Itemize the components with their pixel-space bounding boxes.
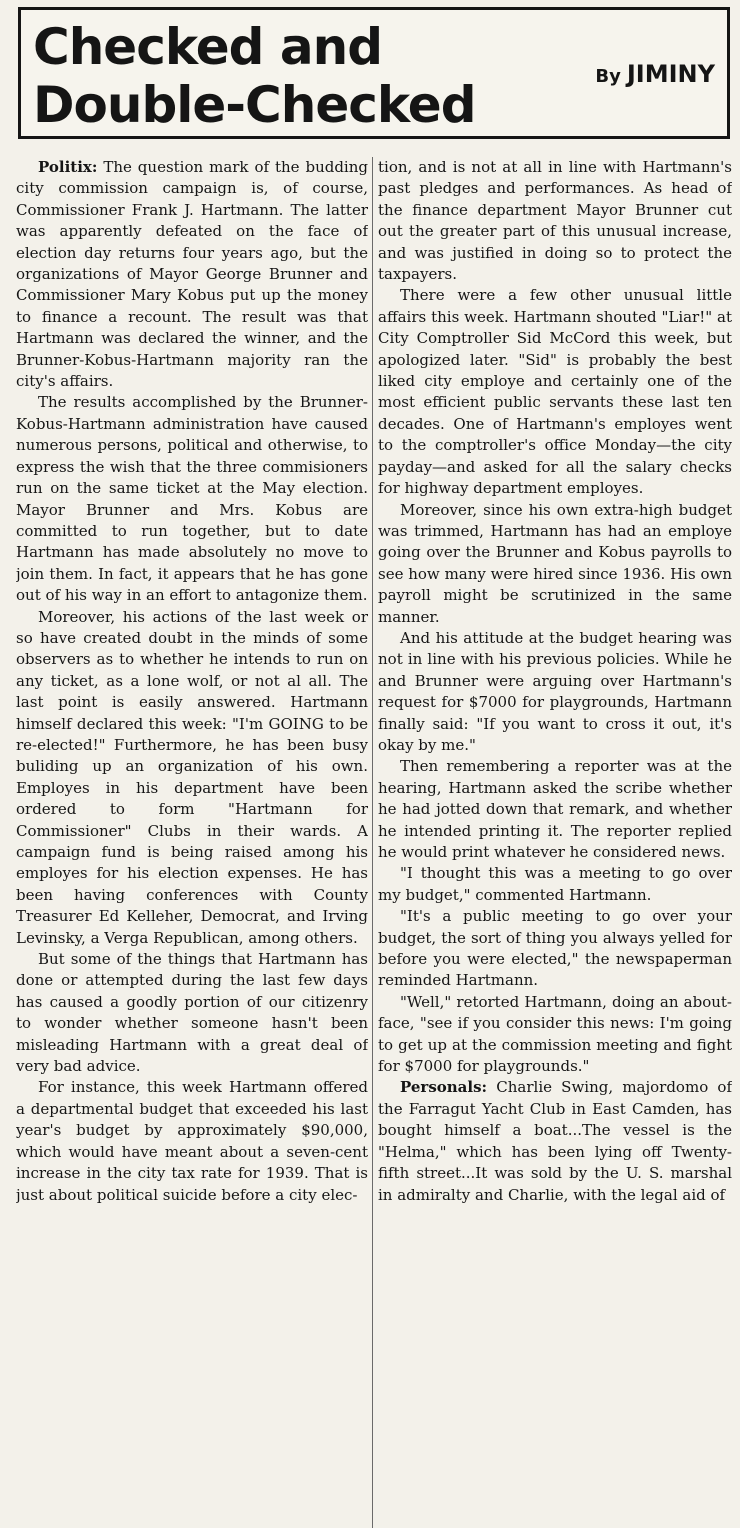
paragraph-personals	[378, 1077, 732, 1205]
left-column	[16, 157, 368, 1528]
paragraph: "It's a public meeting to go over your budget, the sort of thing you always yelled for before you were elected," the newspaperman reminded Hartmann.	[378, 907, 732, 990]
byline-author: JIMINY	[626, 60, 715, 88]
paragraph: And his attitude at the budget hearing was not in line with his previous policies. While he and Brunner were arguing over Hartmann's request for $7000 for playgrounds, Hartmann finally said: "If you want to cross it out, it's okay by me."	[378, 628, 732, 754]
byline-by: By	[595, 66, 621, 87]
paragraph: "I thought this was a meeting to go over my budget," commented Hartmann.	[378, 864, 732, 904]
right-column	[378, 157, 732, 1528]
column-header	[18, 7, 730, 139]
paragraph: There were a few other unusual little affairs this week. Hartmann shouted "Liar!" at City Comptroller Sid McCord this week, but apologized later. "Sid" is probably the best liked city employe and certainly one of the most efficient public servants these last ten decades. One of Hartmann's employes went to the comptroller's office Monday—the city payday—and asked for all the salary checks for highway department employes.	[378, 286, 732, 498]
paragraph: Then remembering a reporter was at the hearing, Hartmann asked the scribe whether he had jotted down that remark, and whether he intended printing it. The reporter replied he would print whatever he considered news.	[378, 757, 732, 861]
title-line-1: Checked and	[33, 18, 382, 76]
paragraph: But some of the things that Hartmann has done or attempted during the last few days has caused a goodly portion of our citizenry to wonder whether someone hasn't been misleading Hartmann with a great deal of very bad advice.	[16, 950, 368, 1076]
paragraph: For instance, this week Hartmann offered a departmental budget that exceeded his last year's budget by approximately $90,000, which would have meant about a seven-cent increase in the city tax rate for 1939. That is just about political suicide before a city elec-	[16, 1078, 368, 1204]
paragraph: "Well," retorted Hartmann, doing an about-face, "see if you consider this news: I'm going to get up at the commission meeting and fight for $7000 for playgrounds."	[378, 992, 732, 1076]
byline	[595, 60, 715, 88]
title-line-2: Double-Checked	[33, 76, 476, 134]
paragraph-text: Charlie Swing, majordomo of the Farragut Yacht Club in East Camden, has bought himself a boat...The vessel is the "Helma," which has been lying off Twenty-fifth street...It was sold by the U. S. marshal in admiralty and Charlie, with the legal aid of	[378, 1078, 732, 1204]
paragraph-politix	[16, 157, 368, 392]
paragraph: The results accomplished by the Brunner-Kobus-Hartmann administration have caused numerous persons, political and otherwise, to express the wish that the three commisioners run on the same ticket at the May election. Mayor Brunner and Mrs. Kobus are committed to run together, but to date Hartmann has made absolutely no move to join them. In fact, it appears that he has gone out of his way in an effort to antagonize them.	[16, 393, 368, 605]
section-lead-politix: Politix:	[38, 158, 98, 176]
paragraph: Moreover, his actions of the last week or so have created doubt in the minds of some observers as to whether he intends to run on any ticket, as a lone wolf, or not al all. The last point is easily answered. Hartmann himself declared this week: "I'm GOING to be re-elected!" Furthermore, he has been busy buliding up an organization of his own. Employes in his department have been ordered to form "Hartmann for Commissioner" Clubs in their wards. A campaign fund is being raised among his employes for his election expenses. He has been having conferences with County Treasurer Ed Kelleher, Democrat, and Irving Levinsky, a Verga Republican, among others.	[16, 607, 368, 947]
column-divider	[372, 157, 373, 1528]
paragraph-continued: tion, and is not at all in line with Hartmann's past pledges and performances. As head of the finance department Mayor Brunner cut out the greater part of this unusual increase, and was justified in doing so to protect the taxpayers.	[378, 158, 732, 284]
section-lead-personals: Personals:	[400, 1078, 488, 1097]
paragraph-text: The question mark of the budding city commission campaign is, of course, Commissioner Frank J. Hartmann. The latter was apparently defeated on the face of election day returns four years ago, but the organizations of Mayor George Brunner and Commissioner Mary Kobus put up the money to finance a recount. The result was that Hartmann was declared the winner, and the Brunner-Kobus-Hartmann majority ran the city's affairs.	[16, 158, 368, 391]
paragraph: Moreover, since his own extra-high budget was trimmed, Hartmann has had an employe going over the Brunner and Kobus payrolls to see how many were hired since 1936. His own payroll might be scrutinized in the same manner.	[378, 500, 732, 626]
column-title	[33, 18, 476, 134]
